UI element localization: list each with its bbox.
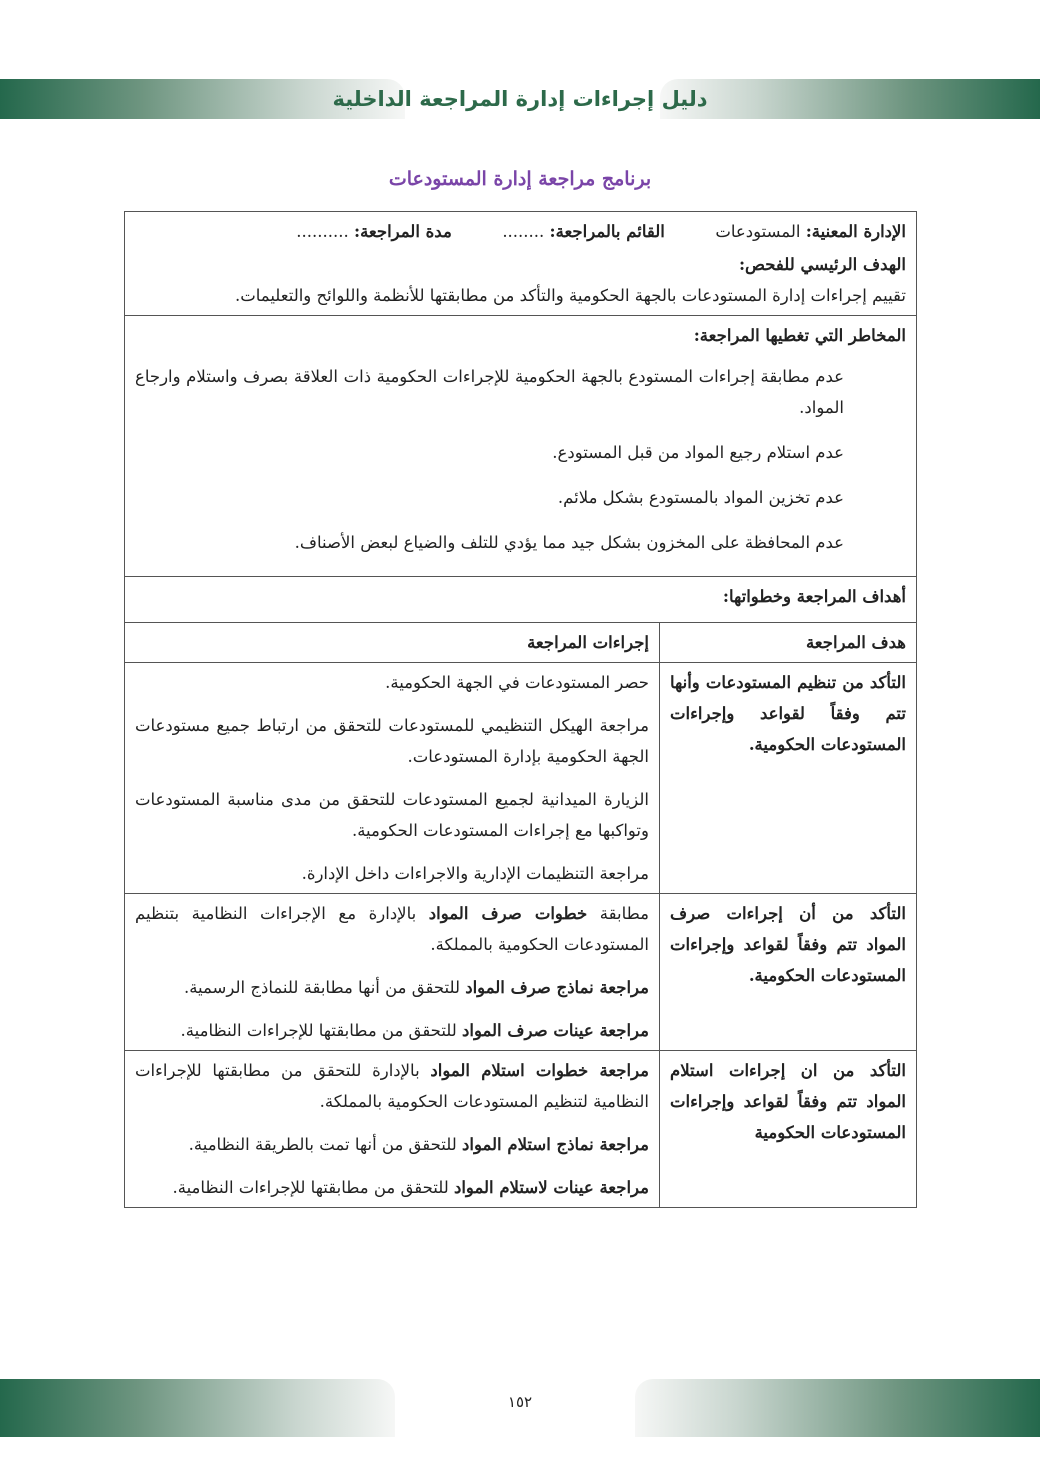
procedure-subject: عينات صرف المواد [462, 1021, 594, 1040]
risk-item: عدم تخزين المواد بالمستودع بشكل ملائم. [557, 488, 844, 507]
table-header-row [125, 623, 917, 663]
meta-row [125, 212, 917, 316]
risks-cell [125, 316, 917, 577]
procedure-detail: بالإدارة مع الإجراءات النظامية بتنظيم المستودعات الحكومية بالمملكة. [135, 904, 649, 954]
procedure-detail: للتحقق من مطابقتها للإجراءات النظامية. [180, 1021, 463, 1040]
procedure-subject: عينات لاستلام المواد [453, 1178, 594, 1197]
header-title: دليل إجراءات إدارة المراجعة الداخلية [332, 87, 708, 111]
procedure-verb: مراجعة [593, 1135, 649, 1154]
reviewer-field [502, 216, 665, 247]
procedure-subject: نماذج استلام المواد [462, 1135, 594, 1154]
procedure-item [135, 1055, 649, 1117]
main-objective-text: تقييم إجراءات إدارة المستودعات بالجهة الحكومية والتأكد من مطابقتها للأنظمة واللوائح والتعليمات. [234, 286, 906, 305]
department-label: الإدارة المعنية: [805, 222, 906, 241]
procedure-item: مراجعة الهيكل التنظيمي للمستودعات للتحقق من ارتباط جميع مستودعات الجهة الحكومية بإدارة المستودعات. [135, 716, 649, 766]
audit-program-table [124, 211, 917, 1208]
table-row [125, 894, 917, 1051]
reviewer-value: ........ [502, 222, 545, 241]
table-row [125, 1051, 917, 1208]
procedures-cell [125, 1051, 660, 1208]
risk-item: عدم المحافظة على المخزون بشكل جيد مما يؤدي للتلف والضياع لبعض الأصناف. [294, 533, 844, 552]
procedure-item: الزيارة الميدانية لجميع المستودعات للتحقق من مدى مناسبة المستودعات وتواكبها مع إجراءات المستودعات الحكومية. [135, 790, 649, 840]
procedure-subject: خطوات استلام المواد [430, 1061, 589, 1080]
objectives-heading-row [125, 577, 917, 623]
procedure-verb: مراجعة [593, 1178, 649, 1197]
goal-cell: التأكد من تنظيم المستودعات وأنها تتم وفقاً لقواعد وإجراءات المستودعات الحكومية. [660, 663, 917, 894]
reviewer-label: القائم بالمراجعة: [549, 222, 665, 241]
header-procedures: إجراءات المراجعة [125, 623, 660, 663]
procedure-item [135, 1172, 649, 1203]
procedure-item: حصر المستودعات في الجهة الحكومية. [385, 673, 649, 692]
goal-cell: التأكد من أن إجراءات صرف المواد تتم وفقاً لقواعد وإجراءات المستودعات الحكومية. [660, 894, 917, 1051]
risks-heading: المخاطر التي تغطيها المراجعة: [693, 326, 906, 345]
table-row [125, 663, 917, 894]
procedures-cell [125, 663, 660, 894]
risks-row [125, 316, 917, 577]
meta-cell [125, 212, 917, 316]
risk-item: عدم استلام رجيع المواد من قبل المستودع. [552, 443, 844, 462]
risks-list [135, 361, 844, 558]
duration-value: .......... [296, 222, 349, 241]
duration-field [296, 216, 452, 247]
header-goal: هدف المراجعة [660, 623, 917, 663]
page-number: ١٥٢ [507, 1393, 533, 1411]
procedure-item [135, 898, 649, 960]
procedure-item [135, 972, 649, 1003]
procedure-item [135, 1129, 649, 1160]
procedure-verb: مراجعة [593, 978, 649, 997]
procedure-verb: مطابقة [587, 904, 649, 923]
procedure-detail: بالإدارة للتحقق من مطابقتها للإجراءات النظامية لتنظيم المستودعات الحكومية بالمملكة. [135, 1061, 649, 1111]
main-objective-label: الهدف الرئيسي للفحص: [738, 255, 906, 274]
procedure-detail: للتحقق من أنها مطابقة للنماذج الرسمية. [183, 978, 466, 997]
document-title: برنامج مراجعة إدارة المستودعات [388, 168, 652, 190]
objectives-heading: أهداف المراجعة وخطواتها: [125, 577, 917, 623]
duration-label: مدة المراجعة: [353, 222, 452, 241]
department-value: المستودعات [715, 222, 801, 241]
main-objective [135, 249, 906, 311]
procedure-verb: مراجعة [588, 1061, 650, 1080]
risk-item: عدم مطابقة إجراءات المستودع بالجهة الحكومية للإجراءات الحكومية ذات العلاقة بصرف واستلام وارجاع المواد. [135, 367, 844, 417]
procedure-subject: نماذج صرف المواد [465, 978, 594, 997]
procedure-item: مراجعة التنظيمات الإدارية والاجراءات داخل الإدارة. [301, 864, 649, 883]
procedure-verb: مراجعة [593, 1021, 649, 1040]
procedure-detail: للتحقق من أنها تمت بالطريقة النظامية. [188, 1135, 463, 1154]
procedure-detail: للتحقق من مطابقتها للإجراءات النظامية. [172, 1178, 454, 1197]
procedure-item [135, 1015, 649, 1046]
procedure-subject: خطوات صرف المواد [428, 904, 588, 923]
goal-cell: التأكد من ان إجراءات استلام المواد تتم وفقاً لقواعد وإجراءات المستودعات الحكومية [660, 1051, 917, 1208]
department-field [715, 216, 906, 247]
procedures-cell [125, 894, 660, 1051]
